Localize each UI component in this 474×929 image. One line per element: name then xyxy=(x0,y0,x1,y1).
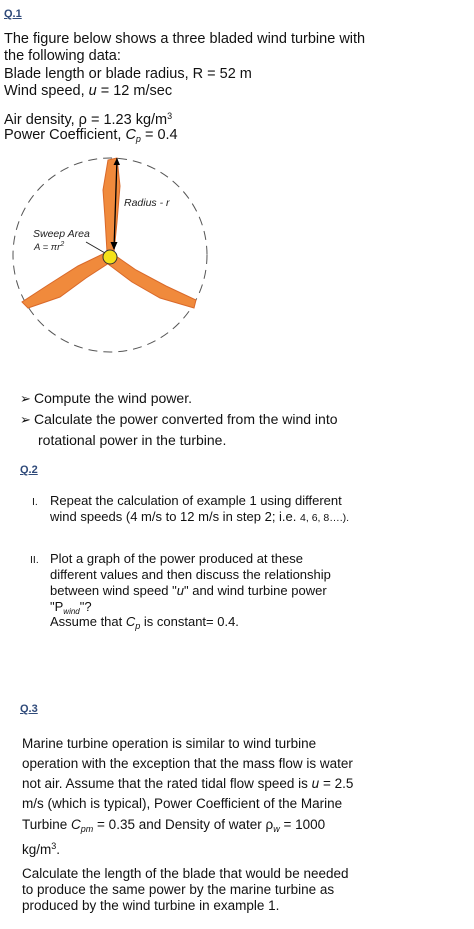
q2-item2-line5: Assume that $C_p$ is constant= 0.4. xyxy=(50,614,239,631)
sweep-area-label: Sweep Area xyxy=(33,228,90,240)
q2-item2-line2: different values and then discuss the relationship xyxy=(50,567,331,582)
q3-p2-line3: produced by the wind turbine in example 1. xyxy=(22,898,280,913)
q3-p1-line5: Turbine $C_{pm} = 0.35$ and Density of water $\rho_w = 1000$ xyxy=(22,817,326,834)
sweep-area-formula: $A = \pi r^2$ xyxy=(34,241,65,253)
q2-item1-line2: wind speeds (4 m/s to 12 m/s in step 2; i.e. 4, 6, 8….). xyxy=(50,509,350,524)
q2-item2-line1: Plot a graph of the power produced at these xyxy=(50,551,303,566)
q1-bullet-calculate: ➢ Calculate the power converted from the wind into xyxy=(20,409,338,430)
q3-p2-line2: to produce the same power by the marine turbine as xyxy=(22,882,335,897)
wind-turbine-figure xyxy=(8,152,218,362)
blade-right xyxy=(108,254,196,308)
q1-air-density: Air density, ρ = 1.23 $kg/m^3$ xyxy=(4,111,173,128)
q2-item2-line4: "$P_{wind}$"? xyxy=(50,599,92,616)
blade-left xyxy=(22,252,109,308)
blade-top xyxy=(103,158,120,252)
q3-p1-line2: operation with the exception that the mass flow is water xyxy=(22,756,353,771)
q3-p1-line4: m/s (which is typical), Power Coefficient of the Marine xyxy=(22,796,343,811)
q2-item2-line3: between wind speed "u" and wind turbine power xyxy=(50,583,327,598)
q2-item1-number: I. xyxy=(32,496,38,508)
q3-p1-line6: $kg/m^3$. xyxy=(22,841,61,857)
q1-heading: Q.1 xyxy=(4,8,22,20)
arrow-bullet-icon: ➢ xyxy=(20,391,31,406)
q2-item1-line1: Repeat the calculation of example 1 using different xyxy=(50,493,342,508)
q1-blade-length: Blade length or blade radius, R = 52 m xyxy=(4,66,252,82)
q3-p2-line1: Calculate the length of the blade that would be needed xyxy=(22,866,349,881)
q3-p1-line3: not air. Assume that the rated tidal flow speed is u = 2.5 xyxy=(22,776,354,791)
q1-intro-line1: The figure below shows a three bladed wind turbine with xyxy=(4,31,366,47)
arrow-bullet-icon: ➢ xyxy=(20,412,31,427)
q1-power-coefficient: Power Coefficient, $C_p = 0.4$ xyxy=(4,127,178,144)
q1-intro-line2: the following data: xyxy=(4,48,121,64)
q1-bullet-compute: ➢ Compute the wind power. xyxy=(20,388,192,409)
q2-item2-number: II. xyxy=(30,554,39,566)
sweep-pointer-line xyxy=(86,242,105,253)
q1-wind-speed: Wind speed, u = 12 m/sec xyxy=(4,83,173,99)
q2-heading: Q.2 xyxy=(20,464,38,476)
hub xyxy=(103,250,117,264)
q3-p1-line1: Marine turbine operation is similar to wind turbine xyxy=(22,736,317,751)
radius-label: Radius - r xyxy=(124,197,170,209)
q3-heading: Q.3 xyxy=(20,703,38,715)
q1-bullet-calculate-cont: rotational power in the turbine. xyxy=(38,432,227,448)
